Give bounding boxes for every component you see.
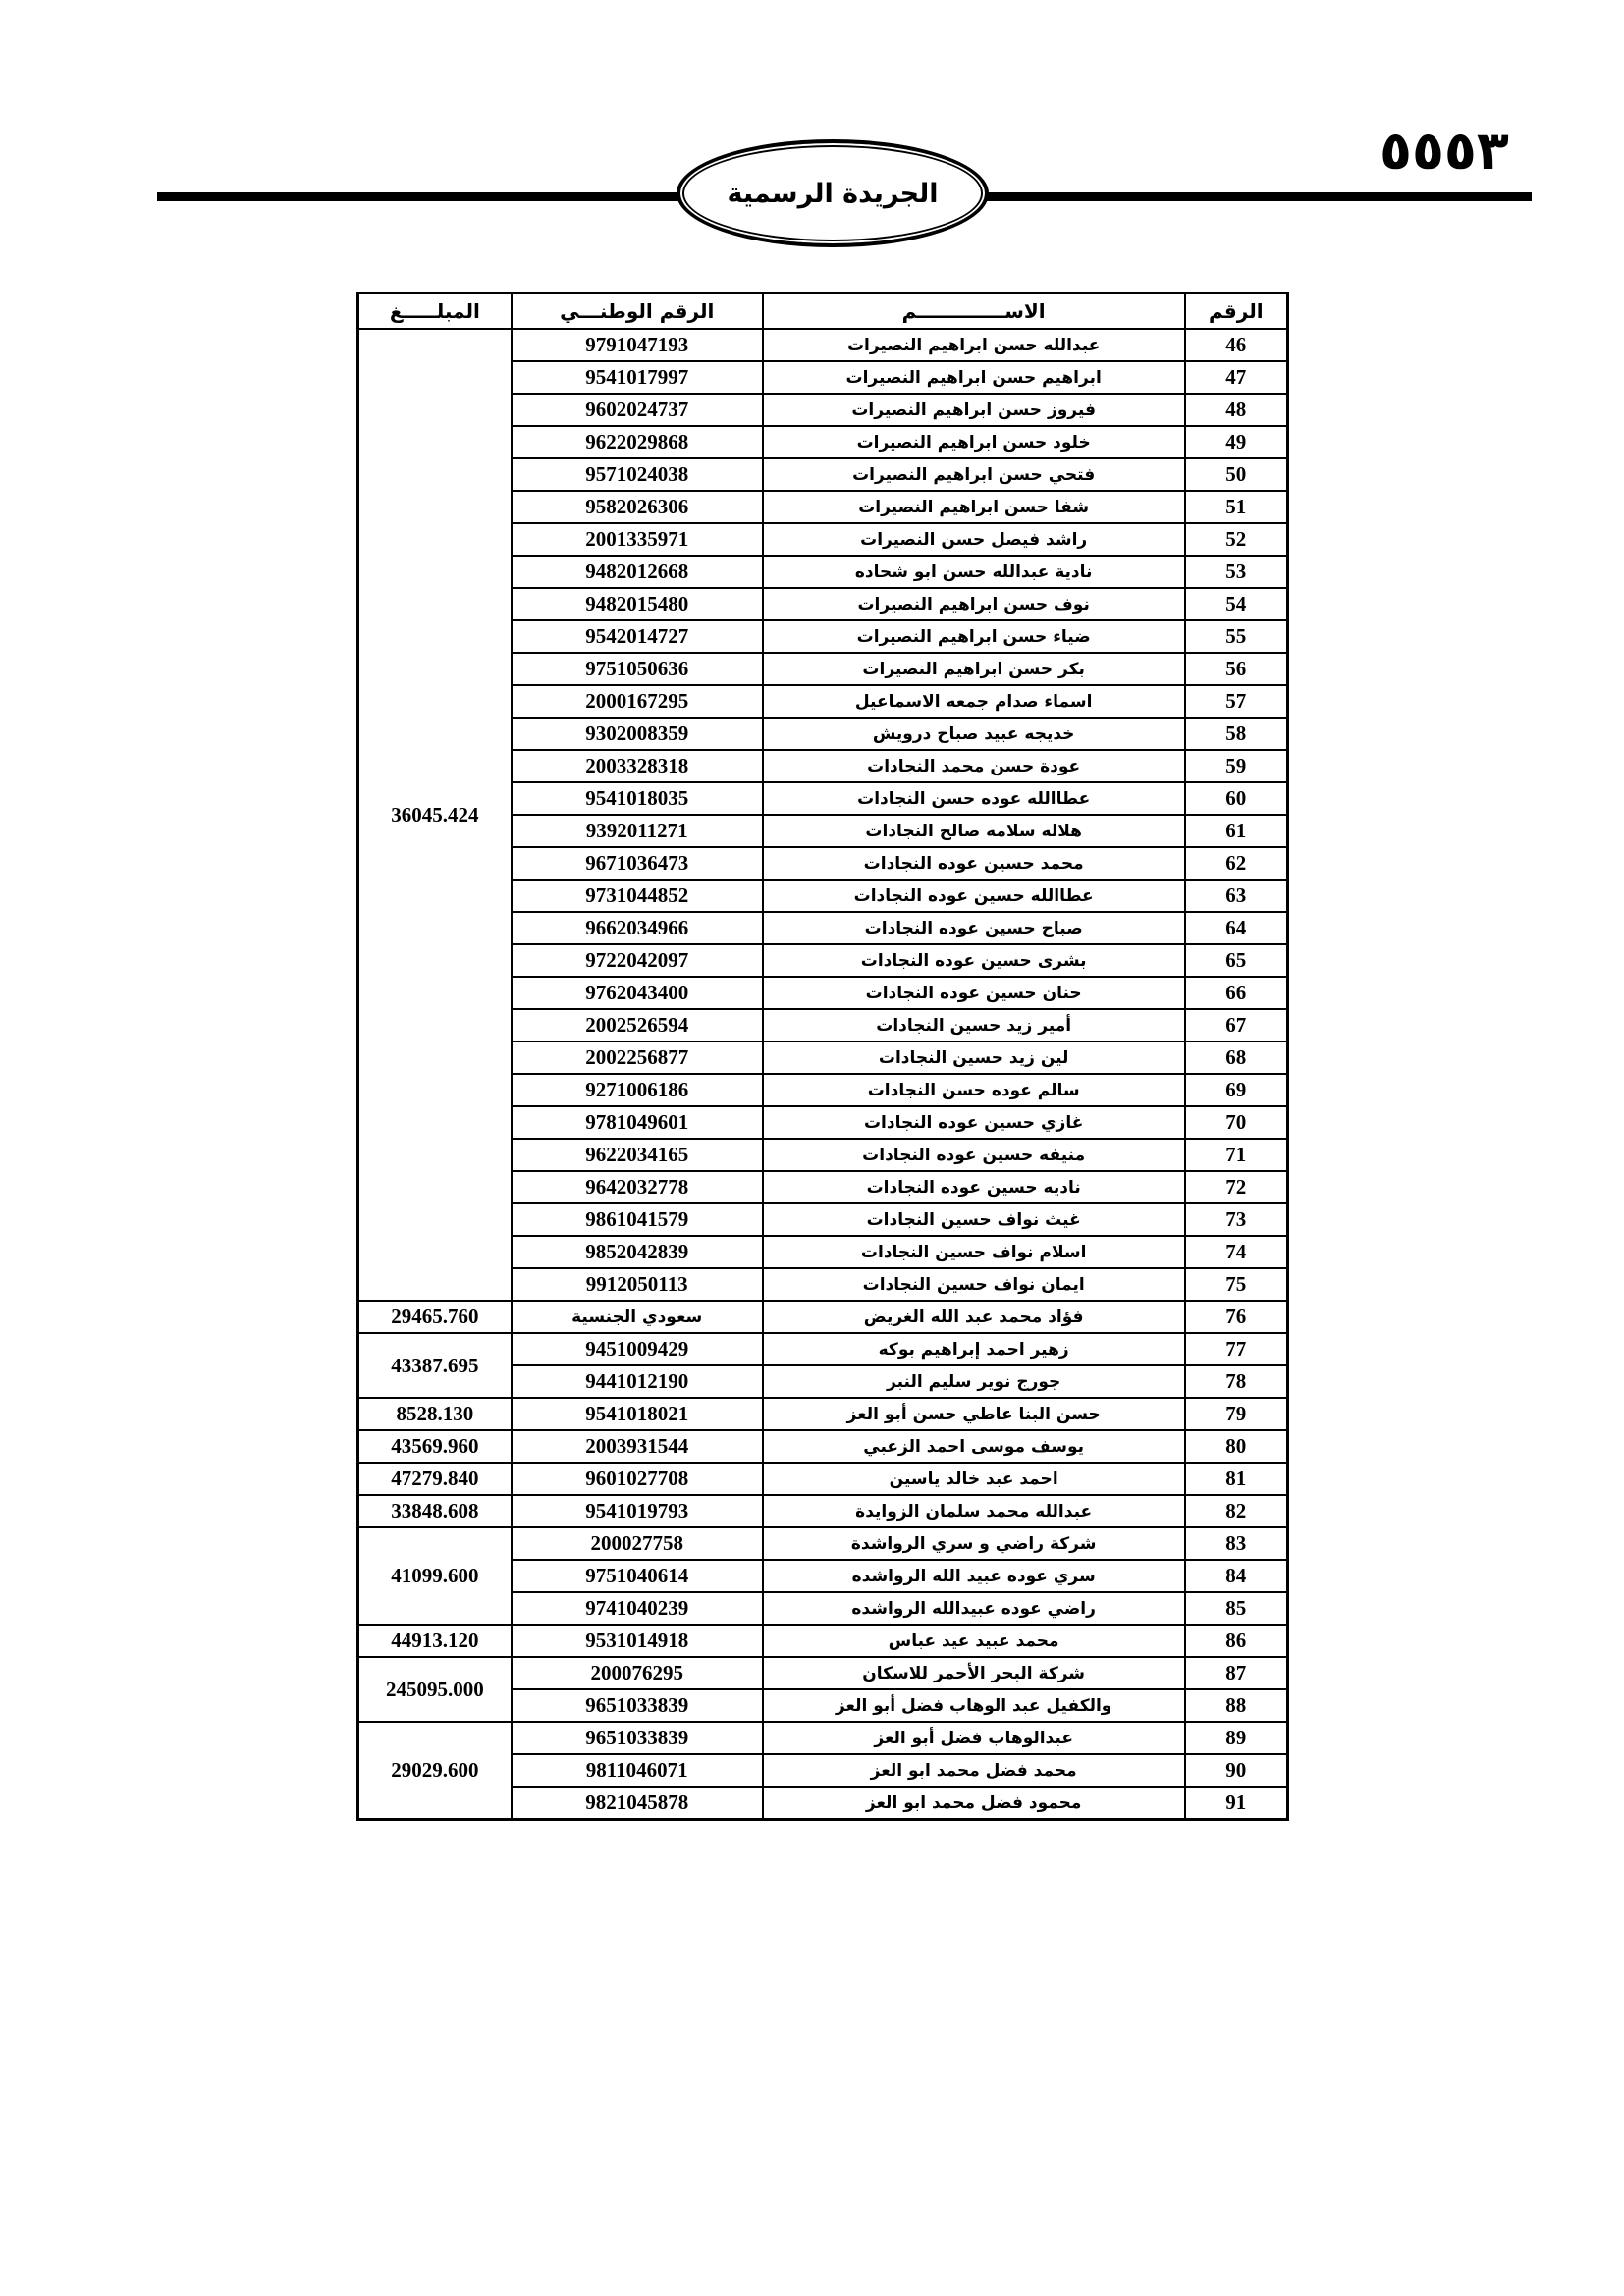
row-number: 67	[1185, 1009, 1287, 1041]
column-header-national-id: الرقم الوطنـــي	[512, 294, 763, 329]
row-number: 74	[1185, 1236, 1287, 1268]
row-national-id: 9781049601	[512, 1106, 763, 1139]
row-national-id: 9451009429	[512, 1333, 763, 1365]
row-national-id: 9912050113	[512, 1268, 763, 1301]
row-number: 86	[1185, 1625, 1287, 1657]
row-name: عبدالله محمد سلمان الزوايدة	[763, 1495, 1185, 1527]
row-name: اسماء صدام جمعه الاسماعيل	[763, 685, 1185, 718]
row-name: عبدالوهاب فضل أبو العز	[763, 1722, 1185, 1754]
row-name: عودة حسن محمد النجادات	[763, 750, 1185, 782]
row-number: 70	[1185, 1106, 1287, 1139]
row-number: 82	[1185, 1495, 1287, 1527]
row-number: 65	[1185, 944, 1287, 977]
row-name: سري عوده عبيد الله الرواشده	[763, 1560, 1185, 1592]
group-amount: 33848.608	[358, 1495, 512, 1527]
table-row	[358, 1495, 1287, 1527]
group-amount: 29029.600	[358, 1722, 512, 1819]
row-name: لين زيد حسين النجادات	[763, 1041, 1185, 1074]
row-number: 75	[1185, 1268, 1287, 1301]
row-number: 83	[1185, 1527, 1287, 1560]
row-number: 64	[1185, 912, 1287, 944]
row-number: 68	[1185, 1041, 1287, 1074]
row-name: شفا حسن ابراهيم النصيرات	[763, 491, 1185, 523]
row-national-id: 2000167295	[512, 685, 763, 718]
table-row	[358, 1625, 1287, 1657]
table-row	[358, 1657, 1287, 1689]
row-number: 52	[1185, 523, 1287, 556]
row-national-id: 9651033839	[512, 1689, 763, 1722]
row-national-id: 9542014727	[512, 620, 763, 653]
row-national-id: 9662034966	[512, 912, 763, 944]
row-name: ناديه حسين عوده النجادات	[763, 1171, 1185, 1203]
row-name: محمد فضل محمد ابو العز	[763, 1754, 1185, 1787]
row-national-id: 9482012668	[512, 556, 763, 588]
row-number: 71	[1185, 1139, 1287, 1171]
row-number: 66	[1185, 977, 1287, 1009]
row-name: يوسف موسى احمد الزعبي	[763, 1430, 1185, 1463]
gazette-title-oval	[677, 139, 989, 247]
table-row	[358, 1722, 1287, 1754]
row-national-id: 9482015480	[512, 588, 763, 620]
row-national-id: 200076295	[512, 1657, 763, 1689]
row-number: 59	[1185, 750, 1287, 782]
table-row	[358, 1527, 1287, 1560]
row-number: 50	[1185, 458, 1287, 491]
row-name: ضياء حسن ابراهيم النصيرات	[763, 620, 1185, 653]
table-row	[358, 1463, 1287, 1495]
row-number: 80	[1185, 1430, 1287, 1463]
row-national-id: 9811046071	[512, 1754, 763, 1787]
page-number: ٥٥٥٣	[1380, 120, 1509, 182]
row-number: 73	[1185, 1203, 1287, 1236]
row-name: حنان حسين عوده النجادات	[763, 977, 1185, 1009]
row-national-id: 9622029868	[512, 426, 763, 458]
row-name: صباح حسين عوده النجادات	[763, 912, 1185, 944]
row-name: شركة راضي و سري الرواشدة	[763, 1527, 1185, 1560]
row-national-id: 9642032778	[512, 1171, 763, 1203]
table-row	[358, 329, 1287, 361]
row-name: جورج نوير سليم النبر	[763, 1365, 1185, 1398]
row-national-id: 9762043400	[512, 977, 763, 1009]
row-name: احمد عبد خالد ياسين	[763, 1463, 1185, 1495]
row-number: 79	[1185, 1398, 1287, 1430]
row-national-id: 9582026306	[512, 491, 763, 523]
group-amount: 245095.000	[358, 1657, 512, 1722]
row-name: زهير احمد إبراهيم بوكه	[763, 1333, 1185, 1365]
row-national-id: 9751050636	[512, 653, 763, 685]
group-amount: 43569.960	[358, 1430, 512, 1463]
row-name: والكفيل عبد الوهاب فضل أبو العز	[763, 1689, 1185, 1722]
row-name: خلود حسن ابراهيم النصيرات	[763, 426, 1185, 458]
table-row	[358, 1398, 1287, 1430]
row-name: غازي حسين عوده النجادات	[763, 1106, 1185, 1139]
row-number: 60	[1185, 782, 1287, 815]
row-national-id: 9731044852	[512, 880, 763, 912]
row-number: 72	[1185, 1171, 1287, 1203]
row-national-id: 9541018021	[512, 1398, 763, 1430]
records-table-wrapper	[356, 292, 1289, 1821]
row-name: اسلام نواف حسين النجادات	[763, 1236, 1185, 1268]
row-national-id: 9571024038	[512, 458, 763, 491]
row-national-id: 9852042839	[512, 1236, 763, 1268]
row-national-id: 2003931544	[512, 1430, 763, 1463]
row-number: 63	[1185, 880, 1287, 912]
group-amount: 44913.120	[358, 1625, 512, 1657]
row-national-id: 9622034165	[512, 1139, 763, 1171]
row-number: 89	[1185, 1722, 1287, 1754]
row-name: بشرى حسين عوده النجادات	[763, 944, 1185, 977]
row-national-id: 9441012190	[512, 1365, 763, 1398]
table-row	[358, 1430, 1287, 1463]
row-name: عطاالله عوده حسن النجادات	[763, 782, 1185, 815]
row-name: محمود فضل محمد ابو العز	[763, 1787, 1185, 1819]
row-name: غيث نواف حسين النجادات	[763, 1203, 1185, 1236]
row-national-id: 9601027708	[512, 1463, 763, 1495]
row-name: محمد عبيد عيد عباس	[763, 1625, 1185, 1657]
row-number: 69	[1185, 1074, 1287, 1106]
row-national-id: 9392011271	[512, 815, 763, 847]
row-name: فؤاد محمد عبد الله الغريض	[763, 1301, 1185, 1333]
row-national-id: 9541017997	[512, 361, 763, 394]
row-name: بكر حسن ابراهيم النصيرات	[763, 653, 1185, 685]
row-name: ايمان نواف حسين النجادات	[763, 1268, 1185, 1301]
row-national-id: 9861041579	[512, 1203, 763, 1236]
row-number: 49	[1185, 426, 1287, 458]
row-national-id: 200027758	[512, 1527, 763, 1560]
group-amount: 8528.130	[358, 1398, 512, 1430]
row-name: عبدالله حسن ابراهيم النصيرات	[763, 329, 1185, 361]
row-number: 53	[1185, 556, 1287, 588]
row-number: 48	[1185, 394, 1287, 426]
gazette-title: الجريدة الرسمية	[727, 178, 939, 209]
row-name: راشد فيصل حسن النصيرات	[763, 523, 1185, 556]
row-number: 88	[1185, 1689, 1287, 1722]
row-national-id: 9302008359	[512, 718, 763, 750]
row-national-id: 9741040239	[512, 1592, 763, 1625]
row-national-id: سعودي الجنسية	[512, 1301, 763, 1333]
row-name: هلاله سلامه صالح النجادات	[763, 815, 1185, 847]
row-number: 46	[1185, 329, 1287, 361]
row-national-id: 2003328318	[512, 750, 763, 782]
row-national-id: 9791047193	[512, 329, 763, 361]
row-name: فيروز حسن ابراهيم النصيرات	[763, 394, 1185, 426]
row-national-id: 2001335971	[512, 523, 763, 556]
row-national-id: 9671036473	[512, 847, 763, 880]
table-row	[358, 1333, 1287, 1365]
row-number: 85	[1185, 1592, 1287, 1625]
row-number: 51	[1185, 491, 1287, 523]
row-national-id: 9821045878	[512, 1787, 763, 1819]
row-national-id: 9722042097	[512, 944, 763, 977]
group-amount: 47279.840	[358, 1463, 512, 1495]
row-name: خديجه عبيد صباح درويش	[763, 718, 1185, 750]
row-name: أمير زيد حسين النجادات	[763, 1009, 1185, 1041]
row-number: 91	[1185, 1787, 1287, 1819]
column-header-name: الاســـــــــــــم	[763, 294, 1185, 329]
row-national-id: 2002526594	[512, 1009, 763, 1041]
row-national-id: 9541019793	[512, 1495, 763, 1527]
group-amount: 29465.760	[358, 1301, 512, 1333]
row-national-id: 9602024737	[512, 394, 763, 426]
row-number: 56	[1185, 653, 1287, 685]
table-row	[358, 1301, 1287, 1333]
row-number: 55	[1185, 620, 1287, 653]
row-number: 58	[1185, 718, 1287, 750]
records-table	[356, 292, 1289, 1821]
group-amount: 43387.695	[358, 1333, 512, 1398]
row-name: نوف حسن ابراهيم النصيرات	[763, 588, 1185, 620]
row-name: محمد حسين عوده النجادات	[763, 847, 1185, 880]
row-name: راضي عوده عبيدالله الرواشده	[763, 1592, 1185, 1625]
row-national-id: 2002256877	[512, 1041, 763, 1074]
row-number: 54	[1185, 588, 1287, 620]
table-header-row	[358, 294, 1287, 329]
column-header-number: الرقم	[1185, 294, 1287, 329]
row-number: 87	[1185, 1657, 1287, 1689]
row-number: 62	[1185, 847, 1287, 880]
row-name: نادية عبدالله حسن ابو شحاده	[763, 556, 1185, 588]
row-name: منيفه حسين عوده النجادات	[763, 1139, 1185, 1171]
row-name: ابراهيم حسن ابراهيم النصيرات	[763, 361, 1185, 394]
row-number: 90	[1185, 1754, 1287, 1787]
row-name: فتحي حسن ابراهيم النصيرات	[763, 458, 1185, 491]
column-header-amount: المبلـــــغ	[358, 294, 512, 329]
row-number: 84	[1185, 1560, 1287, 1592]
row-number: 81	[1185, 1463, 1287, 1495]
row-national-id: 9531014918	[512, 1625, 763, 1657]
row-number: 57	[1185, 685, 1287, 718]
row-name: حسن البنا عاطي حسن أبو العز	[763, 1398, 1185, 1430]
row-national-id: 9541018035	[512, 782, 763, 815]
row-national-id: 9651033839	[512, 1722, 763, 1754]
group-amount: 41099.600	[358, 1527, 512, 1625]
row-name: سالم عوده حسن النجادات	[763, 1074, 1185, 1106]
group-amount: 36045.424	[358, 329, 512, 1301]
row-name: شركة البحر الأحمر للاسكان	[763, 1657, 1185, 1689]
row-national-id: 9271006186	[512, 1074, 763, 1106]
row-number: 76	[1185, 1301, 1287, 1333]
row-number: 77	[1185, 1333, 1287, 1365]
row-national-id: 9751040614	[512, 1560, 763, 1592]
row-number: 47	[1185, 361, 1287, 394]
row-number: 61	[1185, 815, 1287, 847]
records-body	[358, 329, 1287, 1819]
row-number: 78	[1185, 1365, 1287, 1398]
row-name: عطاالله حسين عوده النجادات	[763, 880, 1185, 912]
